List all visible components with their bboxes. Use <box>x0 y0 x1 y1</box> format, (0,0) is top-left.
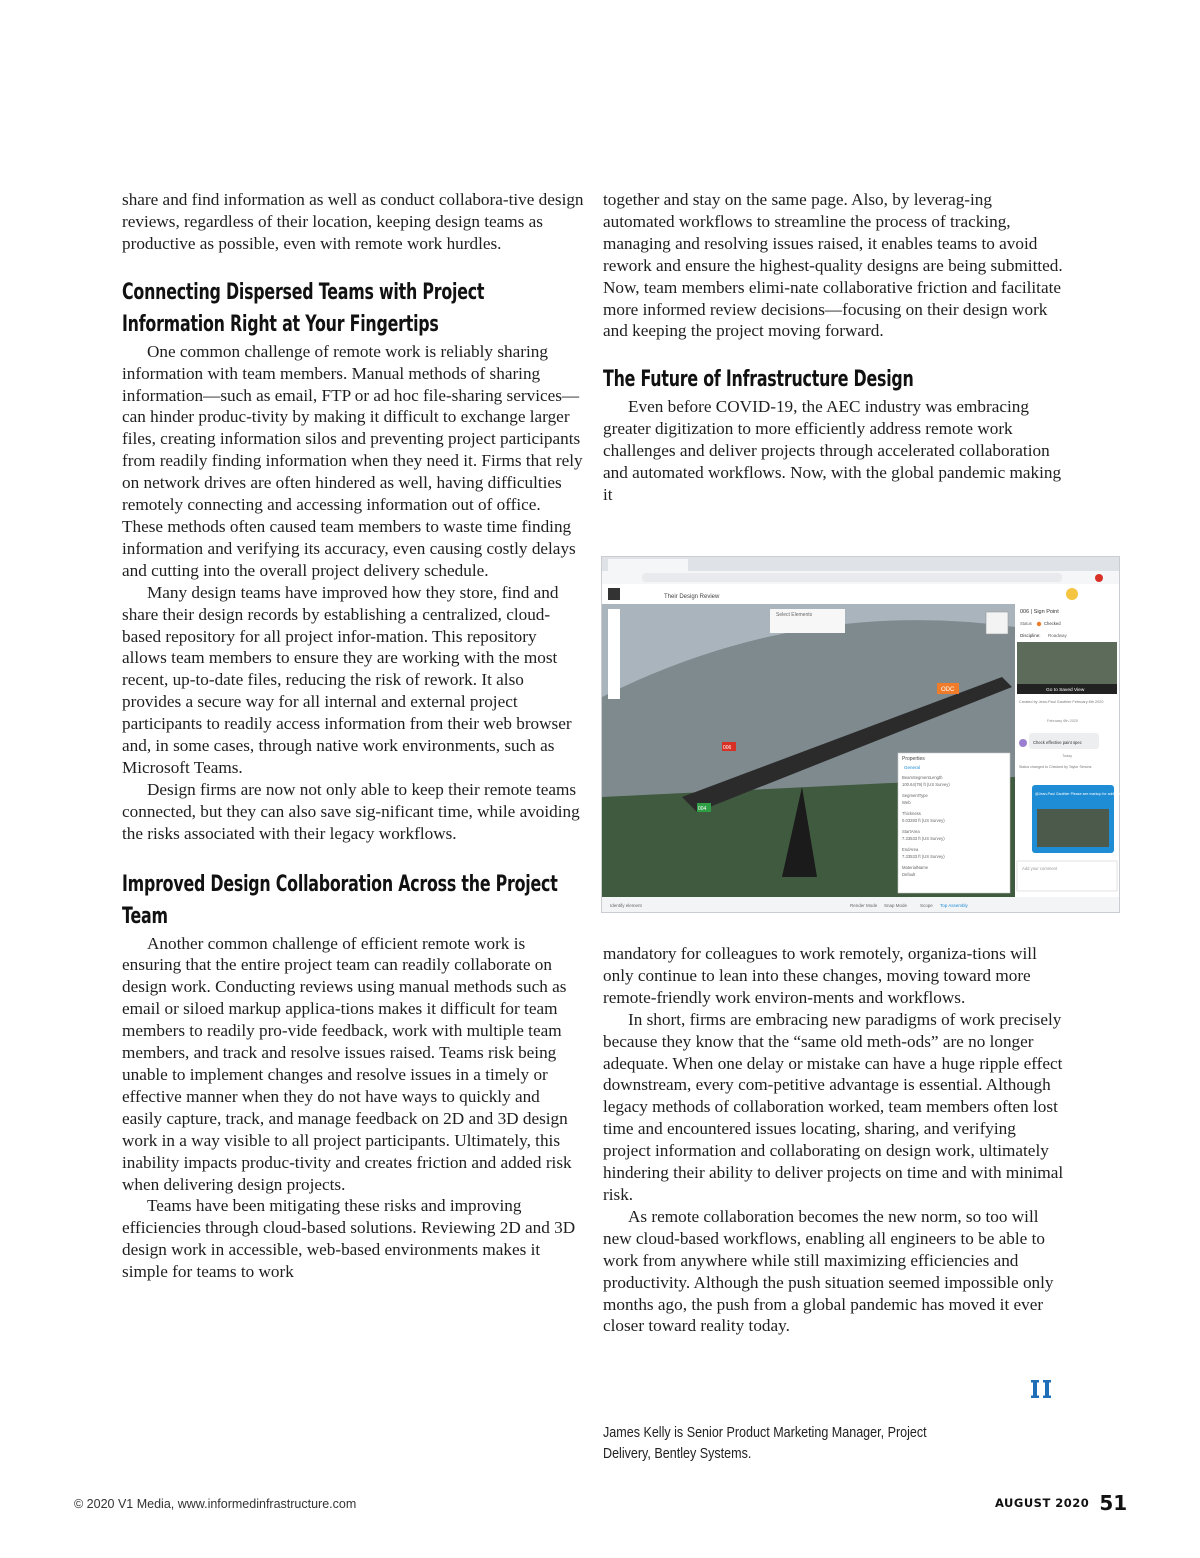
properties-group[interactable]: General <box>904 765 921 770</box>
reply-comment-text: @Jean-Paul Gauthier Please see markup for additional details. <box>1035 792 1136 796</box>
paragraph: share and find information as well as conduct collabora-tive design reviews, regardless of their location, keeping design teams as productive as possible, even with remote work hurdles. <box>122 190 584 253</box>
author-bio: James Kelly is Senior Product Marketing Manager, Project Delivery, Bentley Systems. <box>603 1425 927 1462</box>
status-change-note: Status changed to Checked by Taylor Simons <box>1019 765 1092 769</box>
scope-select[interactable]: Top Assembly <box>940 903 968 908</box>
snap-mode-button[interactable]: Snap Mode <box>884 903 908 908</box>
right-column-bottom <box>603 943 1065 1337</box>
property-row: SegmentType <box>902 793 928 798</box>
app-screenshot-figure <box>601 556 1136 913</box>
property-row: MaterialName <box>902 865 929 870</box>
toolbar-title: Their Design Review <box>664 594 720 600</box>
section-heading: The Future of Infrastructure Design <box>603 367 914 393</box>
paragraph: Design firms are now not only able to keep their remote teams connected, but they can also save sig-nificant time, while avoiding the risks associated with their legacy workflows. <box>122 779 580 843</box>
paragraph: Teams have been mitigating these risks and improving efficiencies through cloud-based solutions. Reviewing 2D and 3D design work in accessible, web-based environments makes it simple for teams to work <box>122 1196 576 1282</box>
issue-title: 006 | Sign Point <box>1020 609 1059 615</box>
property-row: 0.03283 ft (US Survey) <box>902 818 945 823</box>
status-dot-icon <box>1037 622 1041 626</box>
select-elements-label: Select Elements <box>776 612 813 618</box>
right-column-top <box>603 189 1065 506</box>
section-heading: Improved Design Collaboration Across the Project Team <box>122 871 558 929</box>
left-column <box>122 189 584 1283</box>
comment-text: Check effective paint spec <box>1033 740 1082 745</box>
scope-label: Scope <box>920 903 933 908</box>
go-to-saved-view-label: Go to Saved View <box>1046 688 1085 693</box>
paragraph: In short, firms are embracing new paradigms of work precisely because they know that the “same old meth-ods” are no longer adequate. When one delay or mistake can have a huge ripple effect downstream, every com-petitive advantage is essential. Although legacy methods of collaboration worked, team members often lost time and encountered issues locating, sharing, and verifying project information and collaborating on design work, ultimately hindering their ability to deliver projects on time and with minimal risk. <box>603 1009 1064 1204</box>
property-row: Web <box>902 800 911 805</box>
paragraph: Many design teams have improved how they store, find and share their design records by establishing a centralized, cloud-based repository for all project infor-mation. This repository allows team members to ensure they are working with the most recent, up-to-date files, reducing the risk of rework. It also provides a secure way for all internal and external project participants to readily access information from their web browser and, in some cases, through native work environments, such as Microsoft Teams. <box>122 582 572 777</box>
page-number: 51 <box>1099 1491 1128 1515</box>
paragraph: mandatory for colleagues to work remotely, organiza-tions will only continue to lean into these changes, moving toward more remote-friendly work environ-ments and workflows. <box>603 944 1037 1007</box>
date-divider: February 6th 2020 <box>1047 719 1079 723</box>
end-of-article-icon <box>1029 1379 1053 1399</box>
paragraph: As remote collaboration becomes the new norm, so too will new cloud-based workflows, enabling all engineers to be able to work from anywhere while still maximizing efficiencies and productivity. Although the push situation seemed impossible only months ago, the push from a global pandemic has moved it ever closer toward reality today. <box>603 1206 1054 1336</box>
paragraph: Even before COVID-19, the AEC industry was embracing greater digitization to more efficiently address remote work challenges and deliver projects through accelerated collaboration and automated workflows. Now, with the global pandemic making it <box>603 397 1062 504</box>
property-row: 100.64(79) ft (US Survey) <box>902 782 950 787</box>
app-logo-icon <box>608 588 620 600</box>
browser-tab[interactable] <box>608 559 688 571</box>
address-bar[interactable] <box>642 573 1062 582</box>
footer-issue <box>995 1491 1127 1515</box>
comment-placeholder: Add your comment <box>1022 866 1058 871</box>
profile-icon[interactable] <box>1095 574 1103 582</box>
issue-tag-label: 006 <box>723 745 732 751</box>
paragraph: One common challenge of remote work is reliably sharing information with team members. Manual methods of sharing information—such as email, FTP or ad hoc file-sharing services—can hinder produc-tivity by making it difficult to exchange larger files, creating information silos and preventing project participants from readily finding information when they need it. Firms that rely on network drives are often hindered as well, having difficulties remotely connecting and accessing information out of office. These methods often caused team members to waste time finding information and verifying its accuracy, even causing costly delays and cutting into the overall project delivery schedule. <box>122 341 583 580</box>
discipline-value: Roadway <box>1048 633 1067 638</box>
property-row: Default <box>902 872 916 877</box>
user-avatar[interactable] <box>1066 588 1078 600</box>
created-by: Created by Jean-Paul Gauthier February 6th 2020 <box>1019 700 1104 704</box>
property-row: 7.33533 ft (US Survey) <box>902 836 945 841</box>
status-label: Status <box>1020 621 1032 626</box>
date-divider: Today <box>1062 754 1073 758</box>
properties-title: Properties <box>902 756 925 762</box>
property-row: EndArea <box>902 847 919 852</box>
property-row: Thickness <box>902 811 921 816</box>
tool-strip[interactable] <box>608 609 620 699</box>
property-row: BeamSegmentLength <box>902 775 943 780</box>
commenter-avatar <box>1019 739 1027 747</box>
section-heading: Connecting Dispersed Teams with Project Information Right at Your Fingertips <box>122 279 485 337</box>
view-cube[interactable] <box>986 612 1008 634</box>
status-value[interactable]: Checked <box>1044 621 1061 626</box>
status-bar-prompt: Identify element <box>610 903 642 908</box>
paragraph: Another common challenge of efficient remote work is ensuring that the entire project team can readily collaborate on design work. Conducting reviews using manual methods such as email or siloed markup applica-tions makes it difficult for team members to readily pro-vide feedback, work with multiple team members, and track and resolve issues raised. Teams risk being unable to implement changes and resolve issues in a timely or effective manner when they do not have ways to quickly and easily capture, track, and manage feedback on 2D and 3D design work in a way visible to all project participants. Ultimately, this inability impacts produc-tivity and creates friction and added risk when delivering design projects. <box>122 933 572 1194</box>
property-row: StartArea <box>902 829 920 834</box>
render-mode-button[interactable]: Render Mode <box>850 903 878 908</box>
footer-copyright: © 2020 V1 Media, www.informedinfrastructure.com <box>74 1497 357 1511</box>
paragraph: together and stay on the same page. Also, by leverag-ing automated workflows to streamline the process of tracking, managing and resolving issues raised, it enables teams to avoid rework and ensure the highest-quality designs are being submitted. Now, team members elimi-nate collaborative friction and facilitate more informed review decisions—focusing on their design work and keeping the project moving forward. <box>603 190 1063 341</box>
property-row: 7.33533 ft (US Survey) <box>902 854 945 859</box>
saved-view-thumbnail[interactable] <box>1017 642 1117 684</box>
footer-month: AUGUST 2020 <box>995 1496 1090 1510</box>
design-review-app-illustration <box>602 557 1136 912</box>
issue-tag-label: ODC <box>941 687 955 693</box>
issue-tag-label: 004 <box>698 806 707 812</box>
discipline-label: Discipline: <box>1020 633 1041 638</box>
markup-thumbnail[interactable] <box>1037 809 1109 847</box>
